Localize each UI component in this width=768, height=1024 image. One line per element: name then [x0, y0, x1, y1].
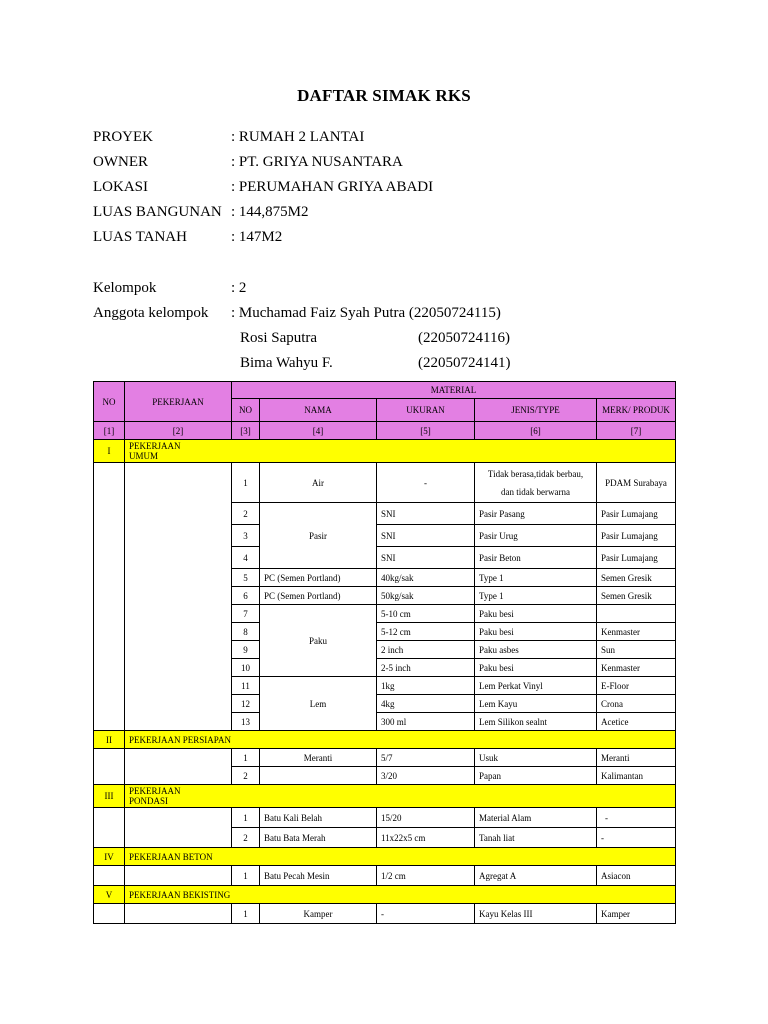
row-nama: PC (Semen Portland) [260, 587, 377, 605]
section-row [94, 886, 676, 904]
row-no: 13 [232, 713, 260, 731]
row-no: 8 [232, 623, 260, 641]
row-no: 12 [232, 695, 260, 713]
row-no: 7 [232, 605, 260, 623]
row-jenis-line-2: dan tidak berwarna [501, 486, 570, 497]
empty-cell [94, 808, 125, 848]
row-nama: PC (Semen Portland) [260, 569, 377, 587]
row-nama: Batu Kali Belah [260, 808, 377, 828]
row-nama: Batu Pecah Mesin [260, 866, 377, 886]
info-value-owner: : PT. GRIYA NUSANTARA [231, 154, 403, 170]
row-merk [597, 605, 676, 623]
row-merk: Pasir Lumajang [597, 503, 676, 525]
row-ukuran: SNI [377, 525, 475, 547]
empty-cell [94, 866, 125, 886]
header-index-row [94, 422, 676, 440]
table-row [94, 463, 676, 503]
table-row [94, 866, 676, 886]
row-ukuran: 300 ml [377, 713, 475, 731]
section-name: PEKERJAAN PERSIAPAN [125, 731, 676, 749]
member-1 [231, 301, 501, 326]
group-nama-lem: Lem [260, 677, 377, 731]
row-ukuran: SNI [377, 503, 475, 525]
index-2: [2] [125, 422, 232, 440]
members-label: Anggota kelompok [93, 305, 209, 321]
row-merk: Kamper [597, 904, 676, 924]
row-ukuran: SNI [377, 547, 475, 569]
section-no: IV [94, 848, 125, 866]
rks-table [93, 381, 676, 924]
index-4: [4] [260, 422, 377, 440]
row-ukuran: 50kg/sak [377, 587, 475, 605]
row-merk: Semen Gresik [597, 569, 676, 587]
row-jenis: Pasir Pasang [475, 503, 597, 525]
section-no: I [94, 440, 125, 463]
section-no: V [94, 886, 125, 904]
header-row-1 [94, 382, 676, 399]
row-merk: E-Floor [597, 677, 676, 695]
section-name: PEKERJAAN BETON [125, 848, 676, 866]
section-no: II [94, 731, 125, 749]
row-jenis: Lem Perkat Vinyl [475, 677, 597, 695]
header-material: MATERIAL [232, 382, 676, 399]
section-name: PEKERJAAN PONDASI [125, 785, 676, 808]
row-ukuran: 4kg [377, 695, 475, 713]
table-row [94, 749, 676, 767]
rks-table-wrap [93, 381, 675, 924]
member-2-name: Rosi Saputra [240, 330, 318, 346]
row-merk: Kenmaster [597, 623, 676, 641]
info-label-proyek: PROYEK [93, 129, 154, 145]
row-merk: Crona [597, 695, 676, 713]
row-jenis: Tanah liat [475, 828, 597, 848]
row-merk: Kalimantan [597, 767, 676, 785]
info-label-luas-tanah: LUAS TANAH [93, 229, 187, 245]
member-3-id: (22050724141) [418, 355, 511, 371]
row-ukuran: - [377, 463, 475, 503]
row-ukuran: 15/20 [377, 808, 475, 828]
row-merk: - [597, 808, 676, 828]
row-ukuran: - [377, 904, 475, 924]
info-value-lokasi: : PERUMAHAN GRIYA ABADI [231, 179, 434, 195]
row-jenis: Type 1 [475, 569, 597, 587]
info-value-proyek: : RUMAH 2 LANTAI [231, 129, 365, 145]
empty-cell [94, 463, 125, 731]
row-ukuran: 5-10 cm [377, 605, 475, 623]
header-no: NO [94, 382, 125, 422]
member-1-name: Muchamad Faiz Syah Putra [238, 305, 406, 321]
row-ukuran: 1/2 cm [377, 866, 475, 886]
row-no: 1 [232, 866, 260, 886]
row-no: 2 [232, 503, 260, 525]
section-row [94, 731, 676, 749]
header-pekerjaan: PEKERJAAN [125, 382, 232, 422]
row-jenis: Usuk [475, 749, 597, 767]
row-jenis: Paku besi [475, 605, 597, 623]
group-nama-meranti: Meranti [260, 749, 377, 767]
row-merk: Semen Gresik [597, 587, 676, 605]
row-ukuran: 2-5 inch [377, 659, 475, 677]
row-jenis: Papan [475, 767, 597, 785]
empty-cell [125, 749, 232, 785]
member-1-prefix: : [231, 305, 239, 321]
empty-cell [125, 808, 232, 848]
header-nama: NAMA [260, 399, 377, 422]
empty-cell [125, 463, 232, 731]
empty-cell [260, 767, 377, 785]
empty-cell [94, 904, 125, 924]
row-no: 1 [232, 749, 260, 767]
section-row [94, 848, 676, 866]
section-name: PEKERJAAN UMUM [125, 440, 676, 463]
row-no: 1 [232, 808, 260, 828]
row-merk: Acetice [597, 713, 676, 731]
row-jenis: Material Alam [475, 808, 597, 828]
row-merk: PDAM Surabaya [597, 463, 676, 503]
row-no: 10 [232, 659, 260, 677]
index-5: [5] [377, 422, 475, 440]
header-ukuran: UKURAN [377, 399, 475, 422]
row-jenis: Lem Kayu [475, 695, 597, 713]
row-ukuran: 5-12 cm [377, 623, 475, 641]
index-7: [7] [597, 422, 676, 440]
row-no: 11 [232, 677, 260, 695]
row-jenis: Pasir Urug [475, 525, 597, 547]
member-1-id: (22050724115) [408, 305, 501, 321]
row-ukuran: 2 inch [377, 641, 475, 659]
info-label-owner: OWNER [93, 154, 148, 170]
group-nama-pasir: Pasir [260, 503, 377, 569]
group-nama-paku: Paku [260, 605, 377, 677]
row-no: 2 [232, 767, 260, 785]
info-value-luas-tanah: : 147M2 [231, 229, 283, 245]
row-ukuran: 1kg [377, 677, 475, 695]
row-jenis: Pasir Beton [475, 547, 597, 569]
index-3: [3] [232, 422, 260, 440]
row-no: 1 [232, 463, 260, 503]
row-jenis: Type 1 [475, 587, 597, 605]
table-row [94, 904, 676, 924]
row-ukuran: 5/7 [377, 749, 475, 767]
info-label-luas-bangunan: LUAS BANGUNAN [93, 204, 222, 220]
empty-cell [125, 866, 232, 886]
info-label-lokasi: LOKASI [93, 179, 148, 195]
section-no: III [94, 785, 125, 808]
member-2-id: (22050724116) [418, 330, 510, 346]
table-row [94, 808, 676, 828]
row-nama: Air [260, 463, 377, 503]
row-no: 1 [232, 904, 260, 924]
row-merk: Kenmaster [597, 659, 676, 677]
row-jenis-line-1: Tidak berasa,tidak berbau, [487, 468, 584, 479]
row-ukuran: 40kg/sak [377, 569, 475, 587]
row-ukuran: 11x22x5 cm [377, 828, 475, 848]
row-merk: Sun [597, 641, 676, 659]
row-nama: Kamper [260, 904, 377, 924]
document-title: DAFTAR SIMAK RKS [297, 86, 471, 105]
index-1: [1] [94, 422, 125, 440]
row-no: 9 [232, 641, 260, 659]
row-jenis: Paku besi [475, 623, 597, 641]
row-merk: - [597, 828, 676, 848]
group-value: : 2 [231, 280, 247, 296]
row-no: 2 [232, 828, 260, 848]
row-merk: Pasir Lumajang [597, 547, 676, 569]
index-6: [6] [475, 422, 597, 440]
row-no: 3 [232, 525, 260, 547]
row-no: 6 [232, 587, 260, 605]
row-jenis [475, 463, 597, 503]
row-ukuran: 3/20 [377, 767, 475, 785]
row-jenis: Agregat A [475, 866, 597, 886]
empty-cell [125, 904, 232, 924]
row-merk: Pasir Lumajang [597, 525, 676, 547]
row-merk: Meranti [597, 749, 676, 767]
row-jenis: Paku asbes [475, 641, 597, 659]
row-merk: Asiacon [597, 866, 676, 886]
header-sub-no: NO [232, 399, 260, 422]
section-row [94, 785, 676, 808]
row-no: 4 [232, 547, 260, 569]
empty-cell [94, 749, 125, 785]
row-jenis: Kayu Kelas III [475, 904, 597, 924]
row-no: 5 [232, 569, 260, 587]
section-row [94, 440, 676, 463]
row-jenis: Lem Silikon sealnt [475, 713, 597, 731]
row-nama: Batu Bata Merah [260, 828, 377, 848]
group-label: Kelompok [93, 280, 157, 296]
member-3-name: Bima Wahyu F. [240, 355, 333, 371]
section-name: PEKERJAAN BEKISTING [125, 886, 676, 904]
header-merk-produk: MERK/ PRODUK [597, 399, 676, 422]
row-jenis: Paku besi [475, 659, 597, 677]
info-value-luas-bangunan: : 144,875M2 [231, 204, 309, 220]
header-jenis-type: JENIS/TYPE [475, 399, 597, 422]
